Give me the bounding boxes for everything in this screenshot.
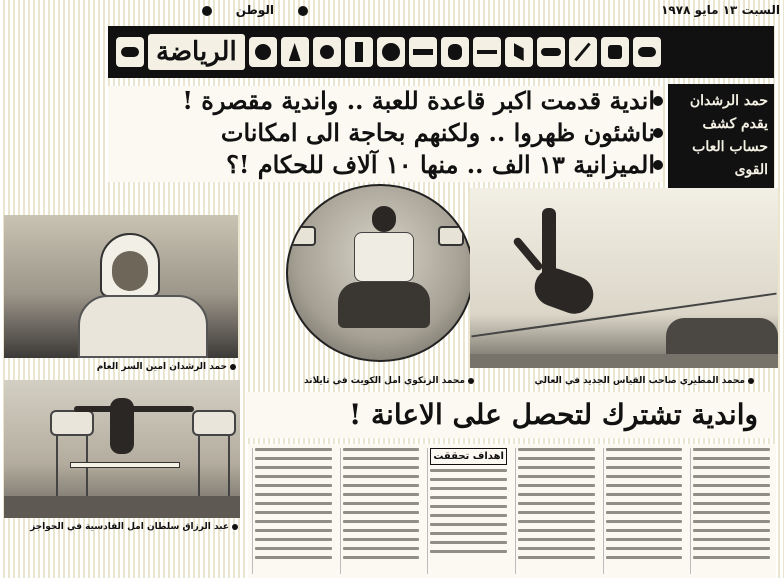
person-face: [112, 251, 148, 291]
newspaper-name: الوطن: [235, 3, 274, 17]
article-column: [690, 448, 772, 574]
cycling-icon: [633, 37, 661, 67]
rowing-icon: [409, 37, 437, 67]
water-tower-right: [192, 410, 236, 436]
water-tower-right: [438, 226, 464, 246]
person-body: [78, 295, 208, 358]
lead-headline: [108, 86, 663, 182]
reporter-sidebox: [668, 84, 774, 188]
jumper-legs: [542, 208, 556, 278]
track: [4, 496, 240, 518]
headline-line-3: الميزانية ١٣ الف .. منها ١٠ آلاف للحكام !؟: [226, 150, 655, 179]
hurdler-arms: [74, 406, 194, 412]
masthead-dot-icon: [298, 6, 308, 16]
gymnastics-icon: [345, 37, 373, 67]
shooting-icon: [505, 37, 533, 67]
tennis-icon: [313, 37, 341, 67]
athlete-body: [354, 232, 414, 282]
photo-official-portrait: [4, 215, 238, 358]
photo-high-jump: [470, 188, 778, 368]
photo-hurdler: [4, 380, 240, 518]
caption-circle: محمد الزنكوي امل الكويت في تايلاند: [304, 376, 474, 386]
volleyball-icon: [377, 37, 405, 67]
jumper-body: [529, 263, 598, 319]
column-heading: اهداف تحققت: [430, 448, 507, 465]
fencing-icon: [569, 37, 597, 67]
athletics-icon: [601, 37, 629, 67]
sidebox-line-2: يقدم كشف: [702, 116, 768, 132]
athlete-head: [372, 206, 396, 232]
photo-athlete-crouch: [286, 184, 474, 362]
boxing-icon: [441, 37, 469, 67]
weightlifting-icon: [473, 37, 501, 67]
cycling-icon: [116, 37, 144, 67]
sports-banner: [108, 26, 774, 78]
water-tower-left: [290, 226, 316, 246]
hurdle: [70, 462, 180, 468]
swimming-icon: [537, 37, 565, 67]
masthead-dot-icon: [202, 6, 212, 16]
trees: [666, 318, 778, 356]
article-column: [340, 448, 422, 574]
secondary-headline: واندية تشترك لتحصل على الاعانة !: [246, 392, 772, 438]
ground: [470, 354, 778, 368]
article-column: [603, 448, 685, 574]
caption-hurdler: عبد الرزاق سلطان امل القادسية في الحواجز: [30, 522, 238, 532]
water-tower-left: [50, 410, 94, 436]
article-body: [248, 444, 776, 578]
article-column: [515, 448, 597, 574]
masthead: [190, 0, 784, 22]
caption-official: حمد الرشدان امين السر العام: [97, 362, 236, 372]
article-column: [252, 448, 334, 574]
section-title: الرياضة: [148, 34, 245, 70]
athlete-legs: [338, 282, 430, 328]
jumper-arm: [512, 236, 544, 272]
headline-line-1: اندية قدمت اكبر قاعدة للعبة .. واندية مقصرة !: [182, 86, 655, 115]
basketball-icon: [249, 37, 277, 67]
sidebox-line-3: حساب العاب: [692, 139, 768, 155]
headline-line-2: ناشئون ظهروا .. ولكنهم بحاجة الى امكانات: [220, 118, 655, 147]
sidebox-line-4: القوى: [734, 162, 768, 178]
sailing-icon: [281, 37, 309, 67]
water-tower-legs: [198, 436, 230, 496]
issue-date: السبت ١٣ مايو ١٩٧٨: [661, 3, 780, 17]
article-column: [427, 448, 509, 574]
caption-jump: محمد المطيري صاحب القياس الجديد في العالي: [534, 376, 754, 386]
sidebox-line-1: حمد الرشدان: [689, 93, 768, 109]
